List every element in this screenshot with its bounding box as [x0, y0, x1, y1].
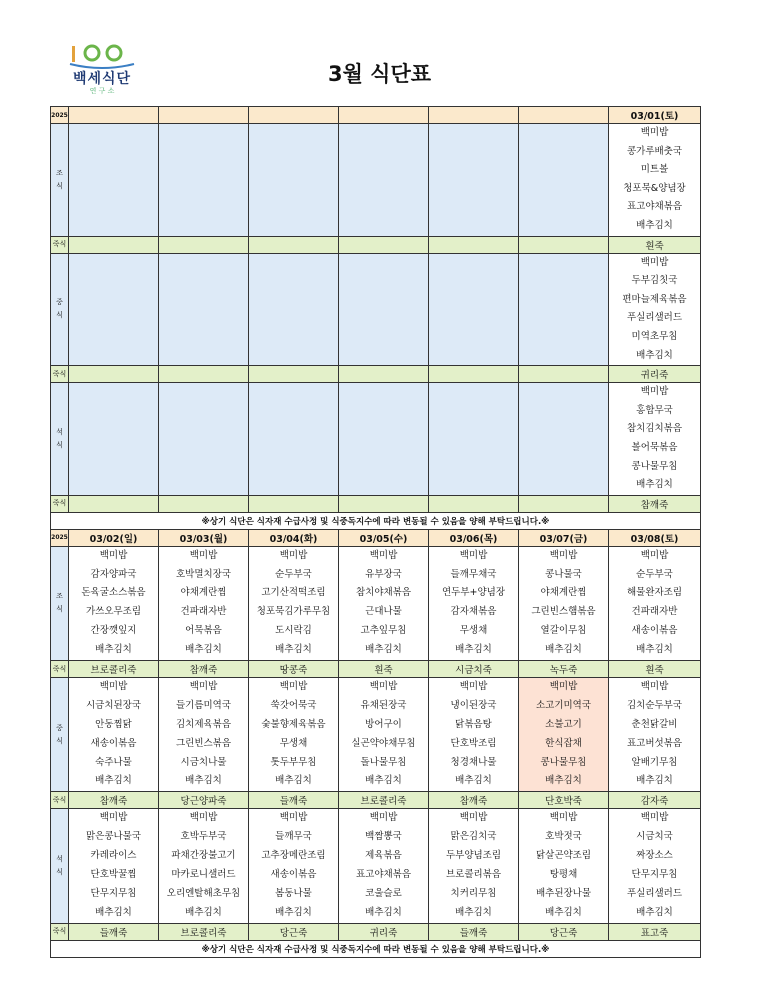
menu-item: 청경채나물	[450, 756, 497, 768]
empty-cell	[339, 124, 429, 237]
menu-item: 배추김치	[275, 644, 312, 656]
empty-cell	[519, 495, 609, 512]
menu-item: 방어구이	[365, 718, 402, 730]
porridge-label: 죽식	[51, 495, 69, 512]
menu-item: 푸실리샐러드	[626, 312, 683, 324]
page-title: 3월 식단표	[327, 62, 432, 86]
empty-cell	[429, 495, 519, 512]
menu-item: 콩나물국	[545, 568, 582, 580]
porridge-cell: 브로콜리죽	[159, 923, 249, 940]
menu-item: 배추김치	[455, 644, 492, 656]
meal-cell	[159, 809, 249, 923]
menu-item: 호박두부국	[180, 831, 227, 843]
empty-cell	[339, 495, 429, 512]
menu-item: 순두부국	[275, 568, 312, 580]
porridge-cell: 흰죽	[609, 661, 701, 678]
meal-label: 석 식	[51, 383, 69, 496]
menu-item: 코울슬로	[365, 887, 402, 899]
menu-item: 백미밥	[640, 256, 669, 268]
menu-item: 톳두부무침	[270, 756, 317, 768]
menu-item: 야채계란찜	[540, 587, 587, 599]
notice: ※상기 식단은 식자재 수급사정 및 식중독지수에 따라 변동될 수 있음을 양해 부탁드립니다.※	[51, 512, 701, 529]
menu-item: 알배기무침	[631, 756, 678, 768]
menu-item: 들깨무채국	[450, 568, 497, 580]
menu-item: 소고기미역국	[535, 699, 592, 711]
menu-item: 백미밥	[99, 549, 128, 561]
date-header: 03/03(월)	[159, 529, 249, 546]
menu-item: 백짬뽕국	[365, 831, 402, 843]
menu-item: 백미밥	[279, 681, 308, 693]
porridge-cell: 참깨죽	[429, 792, 519, 809]
menu-item: 맑은김치국	[450, 831, 497, 843]
menu-item: 볼어묵볶음	[631, 441, 678, 453]
menu-item: 참치야채볶음	[355, 587, 412, 599]
menu-item: 야채계란찜	[180, 587, 227, 599]
menu-item: 유채된장국	[360, 699, 407, 711]
menu-item: 푸실리샐러드	[626, 887, 683, 899]
menu-item: 배추김치	[185, 906, 222, 918]
menu-item: 돌나물무침	[360, 756, 407, 768]
date-header: 03/01(토)	[609, 107, 701, 124]
menu-item: 콩나물무침	[540, 756, 587, 768]
menu-item: 호박젓국	[545, 831, 582, 843]
year-label: 2025	[51, 529, 69, 546]
menu-item: 숯불향제육볶음	[261, 718, 326, 730]
empty-cell	[519, 253, 609, 366]
menu-item: 백미밥	[189, 549, 218, 561]
date-header: 03/04(화)	[249, 529, 339, 546]
empty-cell	[249, 236, 339, 253]
menu-item: 배추김치	[365, 906, 402, 918]
menu-item: 배추된장나물	[535, 887, 592, 899]
empty-cell	[69, 495, 159, 512]
empty-cell	[69, 236, 159, 253]
menu-item: 단호박꿀찜	[90, 869, 137, 881]
menu-item: 청포묵&양념장	[623, 182, 686, 194]
menu-item: 백미밥	[640, 812, 669, 824]
porridge-cell: 참깨죽	[159, 661, 249, 678]
menu-item: 백미밥	[279, 549, 308, 561]
menu-item: 배추김치	[455, 906, 492, 918]
meal-cell	[249, 809, 339, 923]
menu-item: 무생채	[459, 625, 488, 637]
porridge-label: 죽식	[51, 366, 69, 383]
porridge-cell: 표고죽	[609, 923, 701, 940]
menu-item: 참치김치볶음	[626, 423, 683, 435]
menu-item: 백미밥	[369, 681, 398, 693]
empty-cell	[519, 236, 609, 253]
empty-cell	[159, 236, 249, 253]
empty-cell	[429, 236, 519, 253]
menu-item: 백미밥	[99, 812, 128, 824]
menu-item: 청포묵김가루무침	[256, 606, 331, 618]
menu-item: 감자양파국	[90, 568, 137, 580]
menu-item: 고추잎무침	[360, 625, 407, 637]
menu-item: 가쓰오무조림	[85, 606, 142, 618]
menu-item: 미역초무침	[631, 330, 678, 342]
year-label: 2025	[51, 107, 69, 124]
menu-table	[50, 106, 701, 958]
menu-item: 시금치된장국	[85, 699, 142, 711]
menu-item: 백미밥	[189, 812, 218, 824]
menu-item: 어묵볶음	[185, 625, 222, 637]
menu-item: 배추김치	[636, 479, 673, 491]
menu-item: 새송이볶음	[90, 737, 137, 749]
menu-item: 백미밥	[369, 812, 398, 824]
menu-item: 간장깻잎지	[90, 625, 137, 637]
meal-cell	[159, 546, 249, 660]
menu-item: 감자채볶음	[450, 606, 497, 618]
menu-item: 고추장메란조림	[261, 850, 326, 862]
menu-item: 백미밥	[279, 812, 308, 824]
menu-item: 두부김칫국	[631, 275, 678, 287]
meal-label: 조 식	[51, 124, 69, 237]
porridge-cell: 당근죽	[519, 923, 609, 940]
empty-date	[249, 107, 339, 124]
menu-item: 백미밥	[549, 681, 578, 693]
menu-item: 배추김치	[95, 775, 132, 787]
menu-item: 백미밥	[549, 549, 578, 561]
porridge-cell: 브로콜리죽	[69, 661, 159, 678]
menu-item: 건파래자반	[180, 606, 227, 618]
menu-item: 배추김치	[636, 349, 673, 361]
menu-item: 미트볼	[640, 164, 669, 176]
menu-item: 실곤약야채무침	[351, 737, 416, 749]
menu-item: 표고버섯볶음	[626, 737, 683, 749]
porridge-cell: 땅콩죽	[249, 661, 339, 678]
meal-cell	[159, 678, 249, 792]
menu-item: 소불고기	[545, 718, 582, 730]
menu-item: 마카로니샐러드	[171, 869, 236, 881]
menu-item: 배추김치	[275, 775, 312, 787]
logo-text: 백세식단	[72, 71, 132, 87]
porridge-cell: 들깨죽	[249, 792, 339, 809]
meal-cell	[609, 678, 701, 792]
meal-cell	[69, 809, 159, 923]
menu-item: 순두부국	[636, 568, 673, 580]
empty-cell	[159, 253, 249, 366]
menu-item: 봄동나물	[275, 887, 312, 899]
empty-cell	[519, 383, 609, 496]
menu-item: 콩가루배춧국	[626, 145, 683, 157]
empty-cell	[339, 383, 429, 496]
menu-item: 들깨무국	[275, 831, 312, 843]
meal-label: 석 식	[51, 809, 69, 923]
menu-item: 배추김치	[455, 775, 492, 787]
empty-date	[69, 107, 159, 124]
menu-item: 배추김치	[636, 644, 673, 656]
meal-cell	[519, 678, 609, 792]
empty-cell	[159, 383, 249, 496]
meal-cell	[249, 546, 339, 660]
menu-item: 백미밥	[459, 549, 488, 561]
menu-item: 배추김치	[95, 644, 132, 656]
menu-item: 들기름미역국	[175, 699, 232, 711]
meal-cell	[249, 678, 339, 792]
menu-item: 연두부+양념장	[441, 587, 506, 599]
meal-cell	[609, 383, 701, 496]
menu-item: 백미밥	[640, 549, 669, 561]
menu-item: 김치순두부국	[626, 699, 683, 711]
meal-cell	[519, 546, 609, 660]
menu-item: 근대나물	[365, 606, 402, 618]
empty-cell	[159, 495, 249, 512]
empty-cell	[249, 366, 339, 383]
porridge-cell: 귀리죽	[339, 923, 429, 940]
empty-date	[429, 107, 519, 124]
menu-item: 배추김치	[365, 775, 402, 787]
menu-item: 호박멸치장국	[175, 568, 232, 580]
meal-cell	[69, 678, 159, 792]
date-header: 03/05(수)	[339, 529, 429, 546]
empty-cell	[69, 124, 159, 237]
menu-item: 배추김치	[275, 906, 312, 918]
date-header: 03/07(금)	[519, 529, 609, 546]
meal-cell	[429, 678, 519, 792]
empty-date	[159, 107, 249, 124]
menu-item: 제육볶음	[365, 850, 402, 862]
menu-item: 유부장국	[365, 568, 402, 580]
menu-item: 배추김치	[636, 219, 673, 231]
menu-item: 홍합무국	[636, 404, 673, 416]
menu-item: 새송이볶음	[270, 869, 317, 881]
menu-item: 배추김치	[185, 644, 222, 656]
menu-item: 한식잡채	[545, 737, 582, 749]
porridge-cell: 들깨죽	[429, 923, 519, 940]
menu-item: 무생채	[279, 737, 308, 749]
menu-item: 두부양념조림	[445, 850, 502, 862]
meal-label: 중 식	[51, 678, 69, 792]
meal-cell	[339, 809, 429, 923]
menu-item: 오리엔탈해초무침	[166, 887, 241, 899]
menu-item: 표고야채볶음	[626, 201, 683, 213]
menu-item: 표고야채볶음	[355, 869, 412, 881]
menu-item: 열갈이무침	[540, 625, 587, 637]
menu-item: 백미밥	[369, 549, 398, 561]
empty-cell	[159, 124, 249, 237]
empty-cell	[339, 236, 429, 253]
empty-cell	[159, 366, 249, 383]
logo-sub: 연 구 소	[89, 87, 115, 95]
meal-cell	[519, 809, 609, 923]
menu-item: 닭볶음탕	[455, 718, 492, 730]
meal-cell	[429, 546, 519, 660]
menu-item: 맑은콩나물국	[85, 831, 142, 843]
empty-date	[339, 107, 429, 124]
menu-item: 치커리무침	[450, 887, 497, 899]
menu-item: 안동찜닭	[95, 718, 132, 730]
menu-item: 백미밥	[99, 681, 128, 693]
porridge-cell: 귀리죽	[609, 366, 701, 383]
empty-cell	[249, 124, 339, 237]
meal-label: 중 식	[51, 253, 69, 366]
empty-date	[519, 107, 609, 124]
empty-cell	[249, 253, 339, 366]
porridge-cell: 참깨죽	[609, 495, 701, 512]
menu-item: 단무지무침	[90, 887, 137, 899]
menu-item: 카레라이스	[90, 850, 137, 862]
menu-item: 배추김치	[185, 775, 222, 787]
porridge-cell: 흰죽	[339, 661, 429, 678]
meal-cell	[69, 546, 159, 660]
menu-item: 새송이볶음	[631, 625, 678, 637]
empty-cell	[249, 495, 339, 512]
empty-cell	[519, 124, 609, 237]
empty-cell	[249, 383, 339, 496]
porridge-label: 죽식	[51, 923, 69, 940]
menu-item: 배추김치	[95, 906, 132, 918]
date-header: 03/08(토)	[609, 529, 701, 546]
menu-item: 그린빈스볶음	[175, 737, 232, 749]
menu-item: 건파래자반	[631, 606, 678, 618]
menu-item: 백미밥	[459, 812, 488, 824]
menu-item: 김치제육볶음	[175, 718, 232, 730]
porridge-cell: 브로콜리죽	[339, 792, 429, 809]
meal-cell	[609, 546, 701, 660]
menu-item: 짜장소스	[636, 850, 673, 862]
menu-item: 편마늘제육볶음	[622, 293, 687, 305]
empty-cell	[69, 366, 159, 383]
menu-item: 냉이된장국	[450, 699, 497, 711]
menu-item: 쑥갓어묵국	[270, 699, 317, 711]
menu-item: 닭살곤약조림	[535, 850, 592, 862]
menu-item: 돈육굴소스볶음	[81, 587, 146, 599]
meal-cell	[609, 809, 701, 923]
menu-item: 콩나물무침	[631, 460, 678, 472]
menu-item: 탕평채	[549, 869, 578, 881]
menu-item: 배추김치	[636, 906, 673, 918]
empty-cell	[429, 366, 519, 383]
porridge-label: 죽식	[51, 236, 69, 253]
menu-item: 고기산적떡조림	[261, 587, 326, 599]
empty-cell	[69, 253, 159, 366]
empty-cell	[519, 366, 609, 383]
empty-cell	[69, 383, 159, 496]
menu-item: 백미밥	[549, 812, 578, 824]
menu-item: 백미밥	[459, 681, 488, 693]
porridge-label: 죽식	[51, 661, 69, 678]
menu-item: 숙주나물	[95, 756, 132, 768]
porridge-cell: 시금치죽	[429, 661, 519, 678]
menu-item: 배추김치	[545, 644, 582, 656]
date-header: 03/06(목)	[429, 529, 519, 546]
date-header: 03/02(일)	[69, 529, 159, 546]
porridge-cell: 들깨죽	[69, 923, 159, 940]
porridge-cell: 감자죽	[609, 792, 701, 809]
menu-item: 배추김치	[545, 775, 582, 787]
porridge-cell: 당근양파죽	[159, 792, 249, 809]
meal-label: 조 식	[51, 546, 69, 660]
menu-item: 시금치나물	[180, 756, 227, 768]
porridge-cell: 당근죽	[249, 923, 339, 940]
menu-item: 백미밥	[189, 681, 218, 693]
menu-item: 백미밥	[640, 386, 669, 398]
menu-item: 배추김치	[545, 906, 582, 918]
menu-item: 해물완자조림	[626, 587, 683, 599]
porridge-cell: 단호박죽	[519, 792, 609, 809]
menu-item: 시금치국	[636, 831, 673, 843]
empty-cell	[429, 383, 519, 496]
meal-cell	[339, 678, 429, 792]
empty-cell	[339, 253, 429, 366]
menu-item: 춘천닭갈비	[631, 718, 678, 730]
menu-item: 백미밥	[640, 681, 669, 693]
menu-item: 브로콜리볶음	[445, 869, 502, 881]
menu-item: 도시락김	[275, 625, 312, 637]
menu-item: 단호박조림	[450, 737, 497, 749]
porridge-cell: 녹두죽	[519, 661, 609, 678]
empty-cell	[429, 124, 519, 237]
empty-cell	[429, 253, 519, 366]
menu-item: 백미밥	[640, 127, 669, 138]
meal-cell	[609, 124, 701, 237]
menu-item: 배추김치	[365, 644, 402, 656]
menu-item: 배추김치	[636, 775, 673, 787]
meal-cell	[609, 253, 701, 366]
notice: ※상기 식단은 식자재 수급사정 및 식중독지수에 따라 변동될 수 있음을 양해 부탁드립니다.※	[51, 940, 701, 957]
menu-item: 단무지무침	[631, 869, 678, 881]
menu-item: 그린빈스햄볶음	[531, 606, 596, 618]
meal-cell	[429, 809, 519, 923]
meal-cell	[339, 546, 429, 660]
empty-cell	[339, 366, 429, 383]
porridge-cell: 참깨죽	[69, 792, 159, 809]
porridge-cell: 흰죽	[609, 236, 701, 253]
menu-item: 파채간장불고기	[171, 850, 236, 862]
porridge-label: 죽식	[51, 792, 69, 809]
